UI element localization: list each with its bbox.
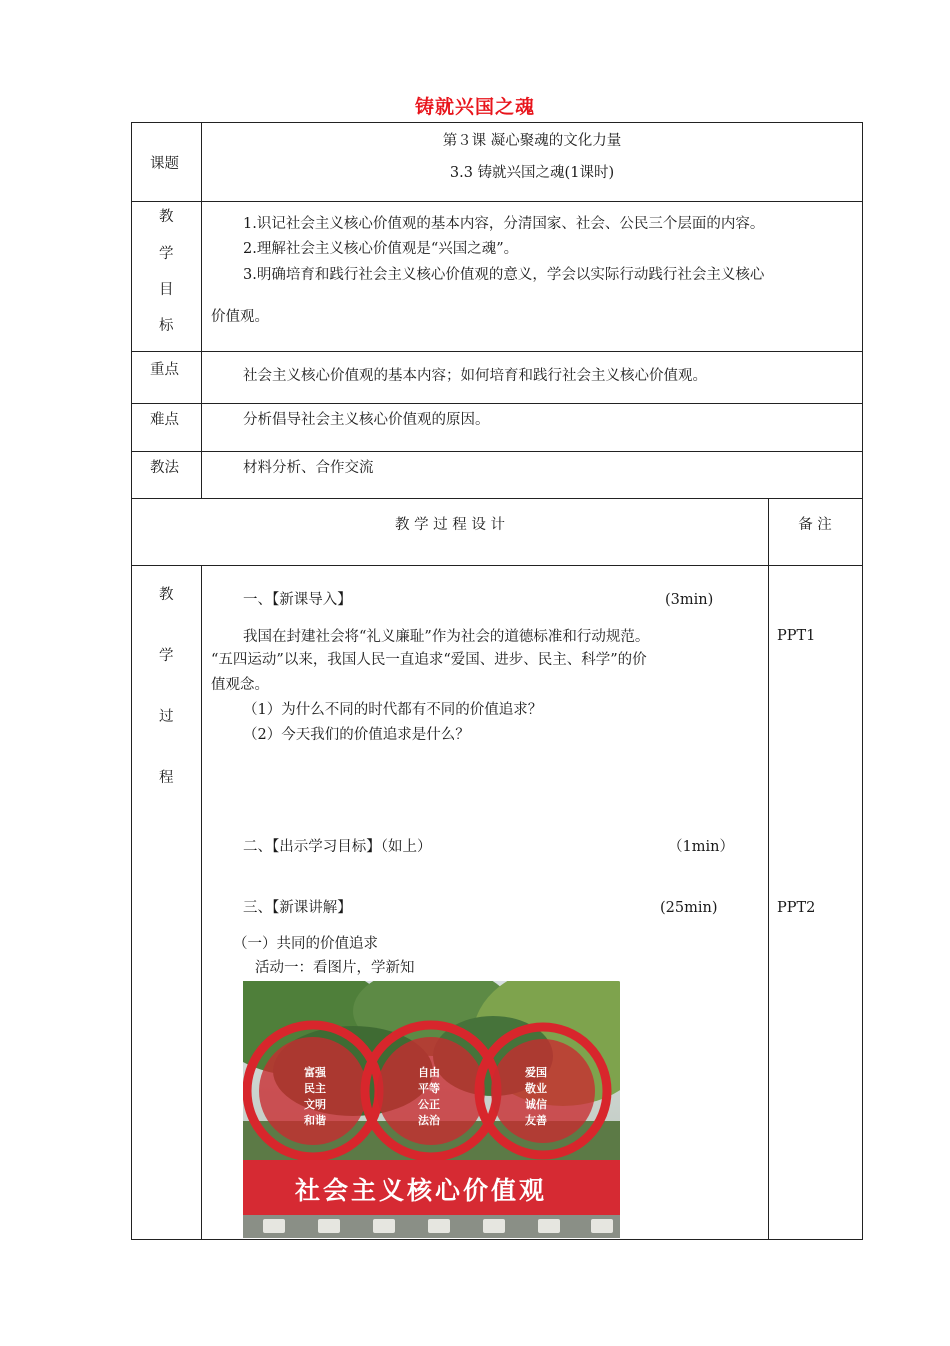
circle2-word-3: 公正 xyxy=(418,1098,440,1111)
subsection-1: （一）共同的价值追求 xyxy=(233,936,378,952)
circle1-word-3: 文明 xyxy=(304,1098,326,1111)
core-values-photo xyxy=(243,981,620,1238)
circle1-word-1: 富强 xyxy=(304,1066,326,1079)
key-points-text: 社会主义核心价值观的基本内容；如何培育和践行社会主义核心价值观。 xyxy=(243,368,707,384)
question-2: （2）今天我们的价值追求是什么？ xyxy=(243,727,470,743)
topic-line-2: 3.3 铸就兴国之魂(1课时) xyxy=(449,165,615,181)
intro-line-1: 我国在封建社会将“礼义廉耻”作为社会的道德标准和行动规范。 xyxy=(243,629,650,645)
objective-item-1: 1.识记社会主义核心价值观的基本内容，分清国家、社会、公民三个层面的内容。 xyxy=(243,216,765,232)
circle2-word-2: 平等 xyxy=(418,1082,440,1095)
document-title: 铸就兴国之魂 xyxy=(414,96,535,118)
label-objectives-char-1: 教 xyxy=(159,209,174,225)
methods-text: 材料分析、合作交流 xyxy=(243,460,374,476)
label-key-points: 重点 xyxy=(150,362,179,378)
process-header-notes: 备 注 xyxy=(798,517,832,533)
circle2-word-1: 自由 xyxy=(418,1066,440,1079)
label-process-char-2: 学 xyxy=(159,648,174,664)
label-process-char-4: 程 xyxy=(159,770,174,786)
circle1-word-2: 民主 xyxy=(304,1082,326,1095)
circle3-word-2: 敬业 xyxy=(525,1082,547,1095)
note-ppt1: PPT1 xyxy=(777,628,816,644)
section-1-time: (3min) xyxy=(665,592,714,608)
topic-line-1: 第３课 凝心聚魂的文化力量 xyxy=(442,133,622,149)
activity-1: 活动一：看图片，学新知 xyxy=(255,960,415,976)
process-header-title: 教 学 过 程 设 计 xyxy=(394,517,506,533)
banner-text: 社会主义核心价值观 xyxy=(294,1176,548,1205)
label-process-char-3: 过 xyxy=(159,709,174,725)
objective-item-3-cont: 价值观。 xyxy=(211,309,269,325)
section-1-heading: 一、【新课导入】 xyxy=(243,592,352,608)
label-objectives-char-2: 学 xyxy=(159,246,174,262)
label-objectives-char-3: 目 xyxy=(159,282,174,298)
circle3-word-1: 爱国 xyxy=(525,1066,547,1079)
section-3-heading: 三、【新课讲解】 xyxy=(243,900,352,916)
section-2-time: （1min） xyxy=(668,839,734,855)
circle3-word-4: 友善 xyxy=(525,1114,547,1127)
label-objectives-char-4: 标 xyxy=(159,318,174,334)
label-difficulties: 难点 xyxy=(150,412,179,428)
circle2-word-4: 法治 xyxy=(418,1114,440,1127)
section-3-time: (25min) xyxy=(660,900,718,916)
difficulties-text: 分析倡导社会主义核心价值观的原因。 xyxy=(243,412,490,428)
circle1-word-4: 和谐 xyxy=(304,1114,326,1127)
section-2-heading: 二、【出示学习目标】（如上） xyxy=(243,839,432,855)
intro-line-2: “五四运动”以来，我国人民一直追求“爱国、进步、民主、科学”的价 xyxy=(211,652,647,668)
label-process-char-1: 教 xyxy=(159,587,174,603)
question-1: （1）为什么不同的时代都有不同的价值追求？ xyxy=(243,702,543,718)
objective-item-2: 2.理解社会主义核心价值观是“兴国之魂”。 xyxy=(243,241,519,257)
label-topic: 课题 xyxy=(150,156,179,172)
note-ppt2: PPT2 xyxy=(777,900,816,916)
objective-item-3: 3.明确培育和践行社会主义核心价值观的意义，学会以实际行动践行社会主义核心 xyxy=(243,267,765,283)
label-methods: 教法 xyxy=(150,460,179,476)
intro-line-3: 值观念。 xyxy=(211,677,269,693)
circle3-word-3: 诚信 xyxy=(525,1098,547,1111)
